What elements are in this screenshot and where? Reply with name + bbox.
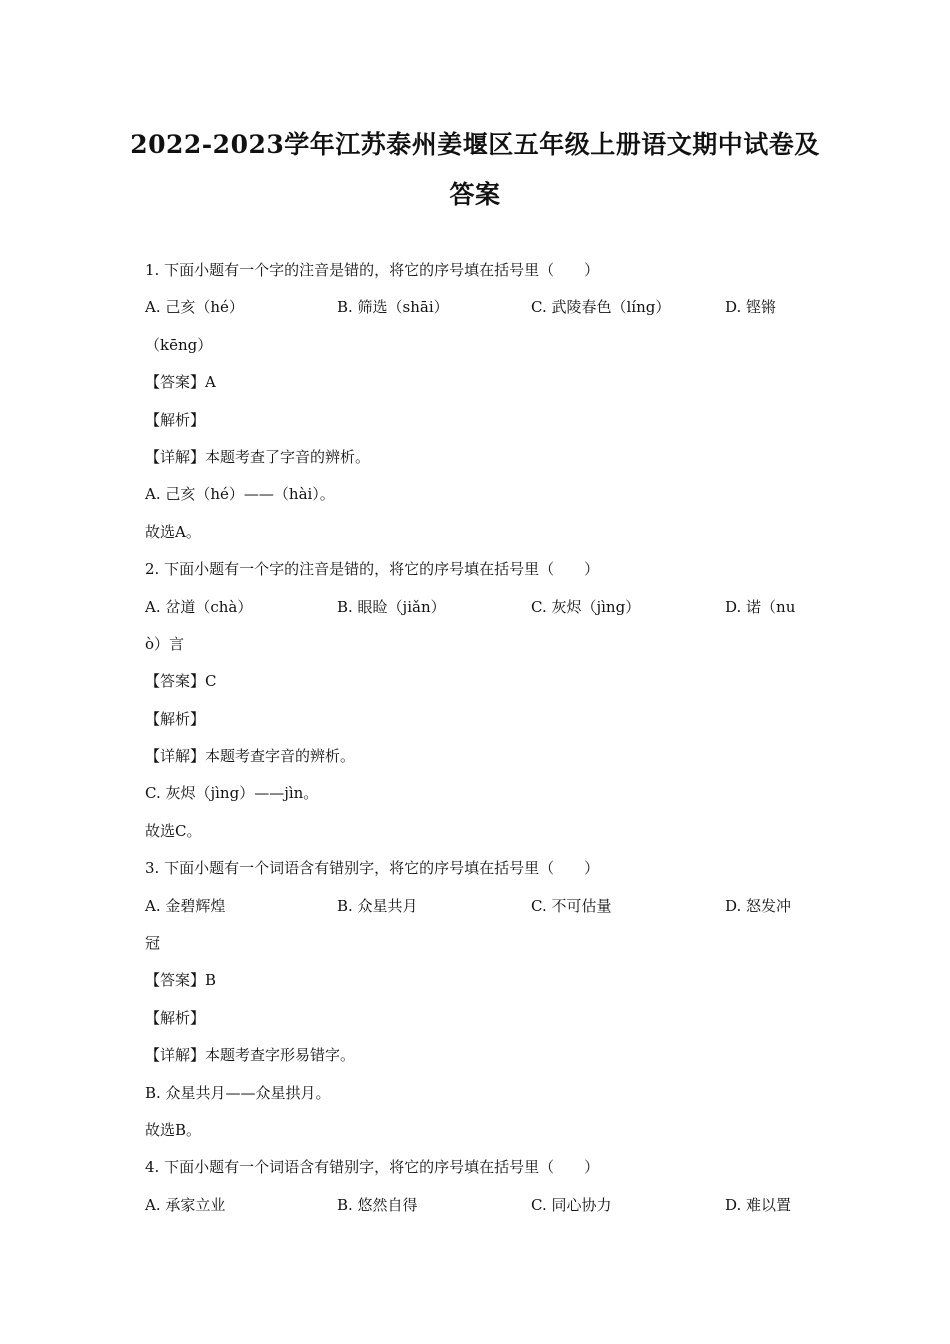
q1-detail: 【详解】本题考查了字音的辨析。 — [145, 447, 371, 466]
q2-choice: 故选C。 — [145, 821, 202, 840]
q1-option-c: C. 武陵春色（líng） — [531, 298, 671, 317]
document-title-line2: 答案 — [449, 180, 501, 209]
q3-detail: 【详解】本题考查字形易错字。 — [145, 1046, 356, 1065]
q4-stem: 4. 下面小题有一个词语含有错别字，将它的序号填在括号里（ ） — [145, 1158, 600, 1177]
q3-answer: 【答案】B — [145, 971, 217, 990]
q2-option-a: A. 岔道（chà） — [145, 597, 253, 616]
q3-option-d: D. 怒发冲 — [725, 896, 792, 915]
q2-option-c: C. 灰烬（jìng） — [531, 597, 641, 616]
q1-stem: 1. 下面小题有一个字的注音是错的，将它的序号填在括号里（ ） — [145, 261, 600, 279]
q3-options-continued: 冠 — [145, 934, 161, 953]
q2-option-b: B. 眼睑（jiǎn） — [337, 597, 446, 616]
q2-analysis-heading: 【解析】 — [145, 709, 206, 728]
q1-correction: A. 己亥（hé）——（hài）。 — [145, 485, 335, 504]
q2-correction: C. 灰烬（jìng）——jìn。 — [145, 784, 319, 803]
q3-option-b: B. 众星共月 — [337, 896, 418, 915]
question-list — [145, 258, 810, 1230]
q2-detail: 【详解】本题考查字音的辨析。 — [145, 747, 356, 766]
q3-options — [145, 894, 810, 931]
q1-option-d: D. 铿锵 — [725, 298, 777, 317]
q3-option-a: A. 金碧辉煌 — [145, 896, 226, 915]
q3-stem: 3. 下面小题有一个词语含有错别字，将它的序号填在括号里（ ） — [145, 859, 600, 878]
q3-analysis-heading: 【解析】 — [145, 1008, 206, 1027]
q4-option-d: D. 难以置 — [725, 1195, 792, 1214]
q1-options — [145, 295, 810, 332]
q2-stem: 2. 下面小题有一个字的注音是错的，将它的序号填在括号里（ ） — [145, 560, 600, 579]
q1-answer: 【答案】A — [145, 373, 216, 392]
q3-correction: B. 众星共月——众星拱月。 — [145, 1083, 331, 1102]
q3-option-c: C. 不可估量 — [531, 896, 612, 915]
q2-answer: 【答案】C — [145, 672, 217, 691]
q1-option-b: B. 筛选（shāi） — [337, 298, 449, 317]
q2-options-continued: ò）言 — [145, 634, 185, 653]
q1-choice: 故选A。 — [145, 522, 201, 541]
q1-options-continued: （kēng） — [145, 335, 213, 354]
q1-analysis-heading: 【解析】 — [145, 410, 206, 429]
q4-option-a: A. 承家立业 — [145, 1195, 226, 1214]
q4-option-c: C. 同心协力 — [531, 1195, 612, 1214]
q1-option-a: A. 己亥（hé） — [145, 298, 244, 317]
q3-choice: 故选B。 — [145, 1120, 202, 1139]
q2-option-d: D. 诺（nu — [725, 597, 796, 616]
document-title-line1: 2022-2023学年江苏泰州姜堰区五年级上册语文期中试卷及 — [130, 130, 820, 159]
q2-options — [145, 595, 810, 632]
q4-option-b: B. 悠然自得 — [337, 1195, 418, 1214]
q4-options — [145, 1193, 810, 1230]
